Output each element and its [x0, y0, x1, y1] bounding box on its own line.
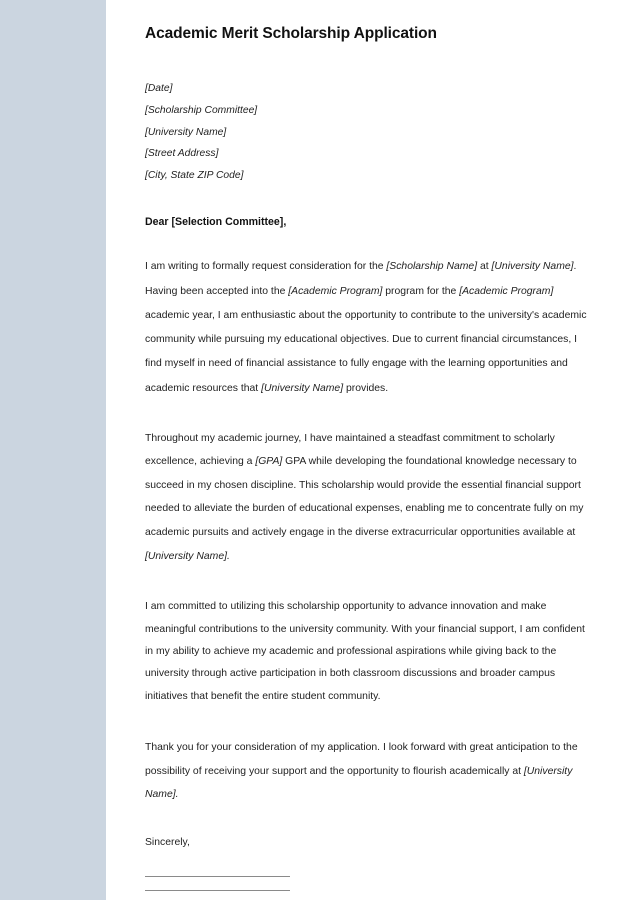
- paragraph-1-text-d: program for the: [382, 285, 460, 297]
- paragraph-4: [145, 736, 590, 806]
- placeholder-gpa: [GPA]: [255, 456, 283, 468]
- signature-lines: [145, 876, 590, 891]
- paragraph-4-text-a: Thank you for your consideration of my application. I look forward with great anticipation to the possibility of receiving your support and the opportunity to flourish academically at: [145, 742, 578, 777]
- letter-body: [145, 0, 590, 905]
- paragraph-1: [145, 255, 590, 400]
- salutation: Dear [Selection Committee],: [145, 215, 287, 228]
- paragraph-1-text-f: provides.: [343, 382, 389, 394]
- signature-rule-2: [145, 890, 290, 891]
- paragraph-2-text-b: GPA while developing the foundational knowledge necessary to succeed in my chosen discipline. This scholarship would provide the essential financial support needed to alleviate the burden of educational expenses, enabling me to concentrate fully on my academic pursuits and actively engage in the diverse extracurricular opportunities available at: [145, 456, 584, 539]
- address-line-city-state-zip: [City, State ZIP Code]: [145, 169, 244, 181]
- address-line-committee: [Scholarship Committee]: [145, 104, 258, 116]
- paragraph-2-text-a: Throughout my academic journey, I have maintained a steadfast commitment to scholarly excellence, achieving a: [145, 432, 555, 468]
- paragraph-3: I am committed to utilizing this scholarship opportunity to advance innovation and make meaningful contributions to the university community. With your financial support, I am confident in my ability to achieve my academic and professional aspirations while giving back to the university through active participation in both classroom discussions and broader campus initiatives that benefit the entire student community.: [145, 601, 585, 702]
- address-line-street: [Street Address]: [145, 148, 219, 160]
- placeholder-university-name-4: [University Name].: [145, 765, 573, 800]
- address-block: [145, 78, 590, 187]
- signature-rule-1: [145, 876, 290, 877]
- paragraph-2: [145, 427, 590, 569]
- address-line-university: [University Name]: [145, 126, 227, 138]
- placeholder-university-name-1: [University Name]: [491, 261, 574, 273]
- paragraph-1-text-b: at: [477, 261, 492, 273]
- paragraph-1-text-a: I am writing to formally request consideration for the: [145, 261, 387, 273]
- decorative-sidebar-band: [0, 0, 106, 900]
- placeholder-academic-program-2: [Academic Program]: [459, 285, 554, 297]
- placeholder-academic-program-1: [Academic Program]: [288, 285, 383, 297]
- closing-salutation: Sincerely,: [145, 836, 190, 848]
- placeholder-university-name-2: [University Name]: [261, 382, 344, 394]
- address-line-date: [Date]: [145, 83, 173, 95]
- paragraph-1-text-c: . Having been accepted into the: [145, 261, 577, 297]
- placeholder-scholarship-name: [Scholarship Name]: [386, 261, 478, 273]
- paragraph-1-text-e: academic year, I am enthusiastic about the opportunity to contribute to the university's academic community while pursuing my educational objectives. Due to current financial circumstances, I find myself in need of financial assistance to fully engage with the learning opportunities and academic resources that: [145, 309, 587, 394]
- page-title: Academic Merit Scholarship Application: [145, 25, 437, 42]
- placeholder-university-name-3: [University Name].: [145, 550, 230, 562]
